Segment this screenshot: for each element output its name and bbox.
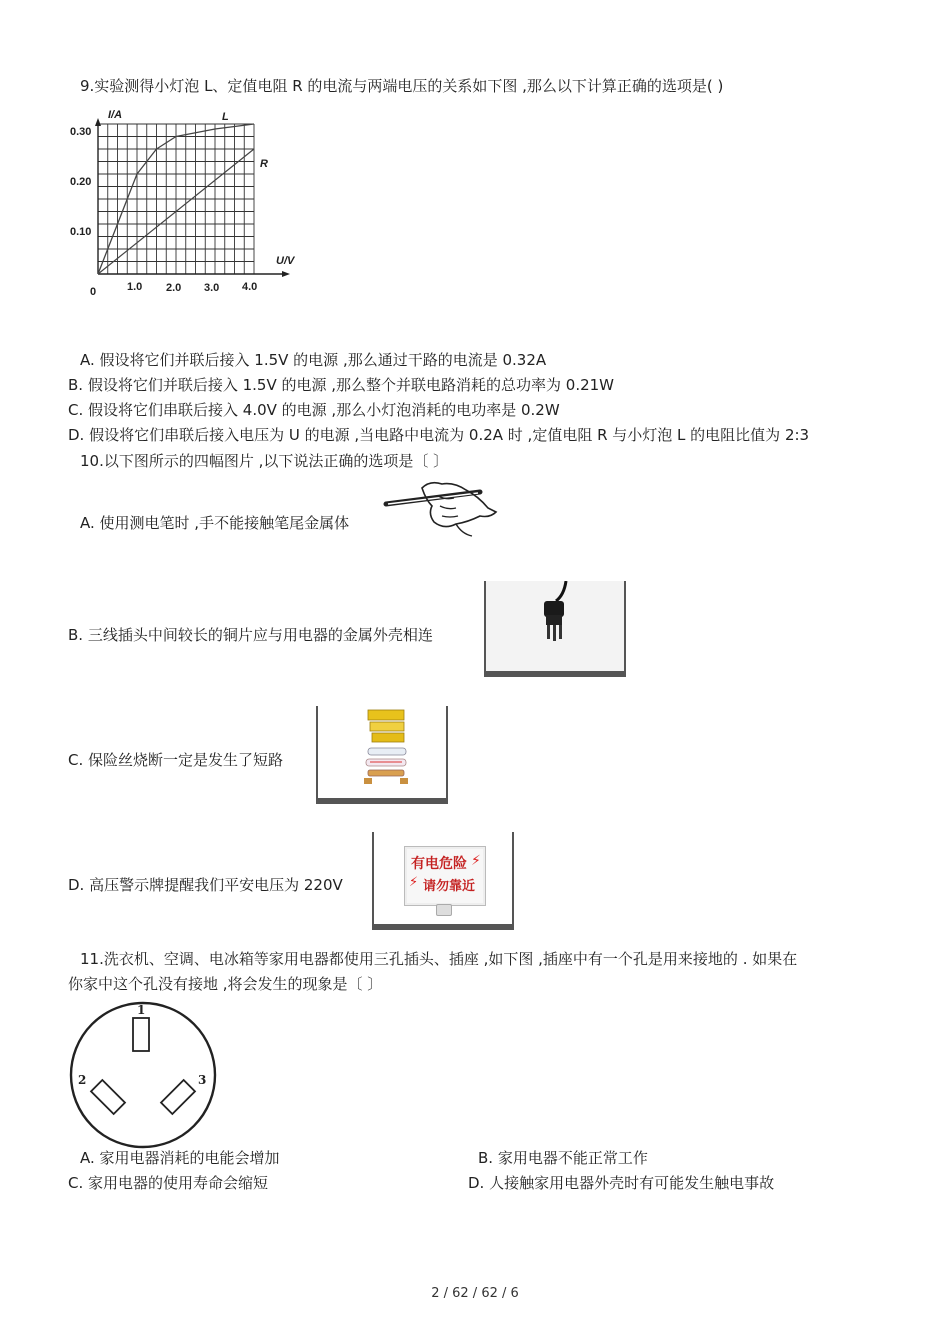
q10-option-b[interactable]: B. 三线插头中间较长的铜片应与用电器的金属外壳相连: [68, 626, 433, 644]
x-tick-4: 4.0: [242, 281, 258, 293]
q10-stem: 10.以下图所示的四幅图片 ,以下说法正确的选项是〔 〕: [80, 452, 449, 470]
plug-image: [484, 581, 626, 677]
y-tick-010: 0.10: [70, 226, 92, 238]
graph-grid: [98, 124, 254, 274]
sign-post: [436, 904, 452, 916]
q11-option-c[interactable]: C. 家用电器的使用寿命会缩短: [68, 1174, 269, 1192]
q11-option-d[interactable]: D. 人接触家用电器外壳时有可能发生触电事故: [468, 1174, 775, 1192]
bolt-icon: ⚡: [409, 875, 419, 890]
warning-sign-board: [404, 846, 486, 906]
q9-option-b[interactable]: B. 假设将它们并联后接入 1.5V 的电源 ,那么整个并联电路消耗的总功率为 0.21W: [68, 376, 615, 394]
sign-line-2: 请勿靠近: [423, 879, 476, 894]
warning-sign-image: [372, 832, 514, 930]
page-footer: 2 / 62 / 62 / 6: [431, 1286, 519, 1301]
q11-option-b[interactable]: B. 家用电器不能正常工作: [478, 1149, 648, 1167]
x-tick-1: 1.0: [127, 281, 143, 293]
y-tick-020: 0.20: [70, 176, 92, 188]
q9-option-c[interactable]: C. 假设将它们串联后接入 4.0V 的电源 ,那么小灯泡消耗的电功率是 0.2W: [68, 401, 560, 419]
q10-option-a[interactable]: A. 使用测电笔时 ,手不能接触笔尾金属体: [80, 514, 350, 532]
q11-stem-line1: 11.洗衣机、空调、电冰箱等家用电器都使用三孔插头、插座 ,如下图 ,插座中有一个孔是用来接地的 . 如果在: [80, 950, 798, 968]
q11-stem-line2: 你家中这个孔没有接地 ,将会发生的现象是〔 〕: [68, 975, 383, 993]
three-hole-socket-image: [66, 1000, 220, 1150]
x-axis-label: U/V: [276, 255, 295, 267]
iv-graph: [62, 104, 312, 300]
label-R: R: [260, 158, 268, 170]
x-tick-2: 2.0: [166, 282, 182, 294]
q9-option-d[interactable]: D. 假设将它们串联后接入电压为 U 的电源 ,当电路中电流为 0.2A 时 ,定值电阻 R 与小灯泡 L 的电阻比值为 2:3: [68, 426, 810, 444]
q11-option-a[interactable]: A. 家用电器消耗的电能会增加: [80, 1149, 280, 1167]
fuses-image: [316, 706, 448, 804]
socket-label-1: 1: [137, 1003, 146, 1017]
socket-label-2: 2: [78, 1073, 87, 1087]
y-axis-arrow: [95, 118, 101, 126]
y-axis-label: I/A: [108, 109, 123, 121]
socket-label-3: 3: [198, 1073, 207, 1087]
q10-option-c[interactable]: C. 保险丝烧断一定是发生了短路: [68, 751, 284, 769]
sign-line-1: 有电危险: [411, 856, 467, 872]
origin-label: 0: [90, 286, 97, 298]
bolt-icon: ⚡: [471, 853, 481, 869]
x-tick-3: 3.0: [204, 282, 220, 294]
y-tick-030: 0.30: [70, 126, 92, 138]
x-axis-arrow: [282, 271, 290, 277]
q9-stem: 9.实验测得小灯泡 L、定值电阻 R 的电流与两端电压的关系如下图 ,那么以下计算正确的选项是( ): [80, 77, 724, 95]
q10-option-d[interactable]: D. 高压警示牌提醒我们平安电压为 220V: [68, 876, 343, 894]
test-pen-hand-image: [382, 478, 502, 540]
label-L: L: [222, 111, 229, 123]
q9-option-a[interactable]: A. 假设将它们并联后接入 1.5V 的电源 ,那么通过干路的电流是 0.32A: [80, 351, 547, 369]
